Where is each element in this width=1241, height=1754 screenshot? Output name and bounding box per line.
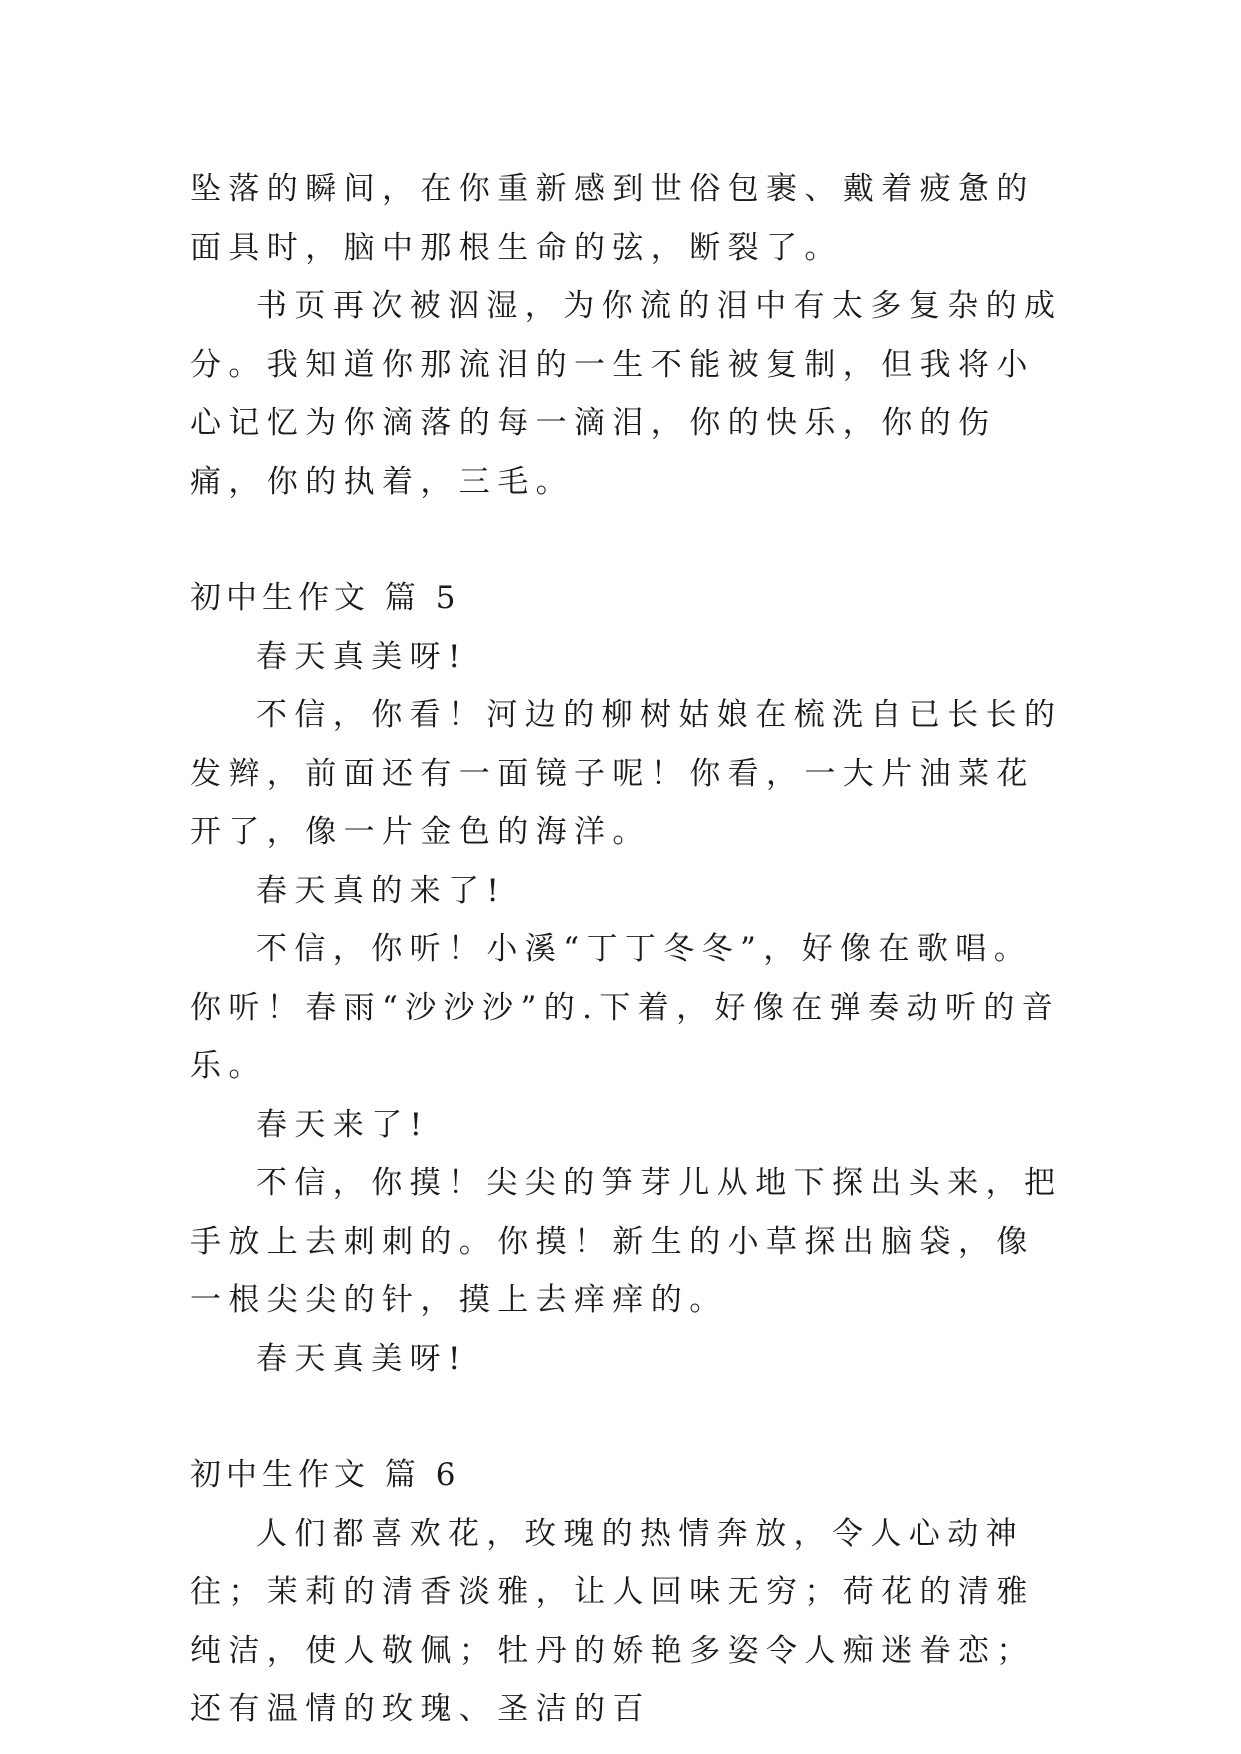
document-body <box>190 160 1070 1739</box>
paragraph-fall: 坠落的瞬间，在你重新感到世俗包裹、戴着疲惫的面具时，脑中那根生命的弦，断裂了。 <box>190 171 1035 266</box>
paragraph-flowers: 人们都喜欢花，玫瑰的热情奔放，令人心动神往；茉莉的清香淡雅，让人回味无穷；荷花的清雅纯洁，使人敬佩；牡丹的娇艳多姿令人痴迷眷恋；还有温情的玫瑰、圣洁的百 <box>190 1515 1035 1727</box>
paragraph-tears: 书页再次被泅湿，为你流的泪中有太多复杂的成分。我知道你那流泪的一生不能被复制，但我将小心记忆为你滴落的每一滴泪，你的快乐，你的伤痛，你的执着，三毛。 <box>190 288 1063 500</box>
section-gap <box>190 1388 1070 1446</box>
paragraph-listen: 不信，你听！小溪“丁丁冬冬”，好像在歌唱。你听！春雨“沙沙沙”的.下着，好像在弹奏动听的音乐。 <box>190 931 1061 1084</box>
paragraph-touch: 不信，你摸！尖尖的笋芽儿从地下探出头来，把手放上去刺刺的。你摸！新生的小草探出脑袋，像一根尖尖的针，摸上去痒痒的。 <box>190 1165 1063 1318</box>
section-heading-5: 初中生作文 篇 5 <box>190 580 461 616</box>
section-heading-6: 初中生作文 篇 6 <box>190 1457 461 1493</box>
paragraph-spring-beautiful-end: 春天真美呀! <box>256 1340 468 1377</box>
paragraph-look: 不信，你看！河边的柳树姑娘在梳洗自已长长的发辫，前面还有一面镜子呢！你看，一大片油菜花开了，像一片金色的海洋。 <box>190 697 1063 850</box>
paragraph-spring-came: 春天真的来了! <box>256 872 507 909</box>
section-gap <box>190 511 1070 569</box>
paragraph-spring-beautiful: 春天真美呀! <box>256 638 468 675</box>
paragraph-spring-here: 春天来了! <box>256 1106 430 1143</box>
